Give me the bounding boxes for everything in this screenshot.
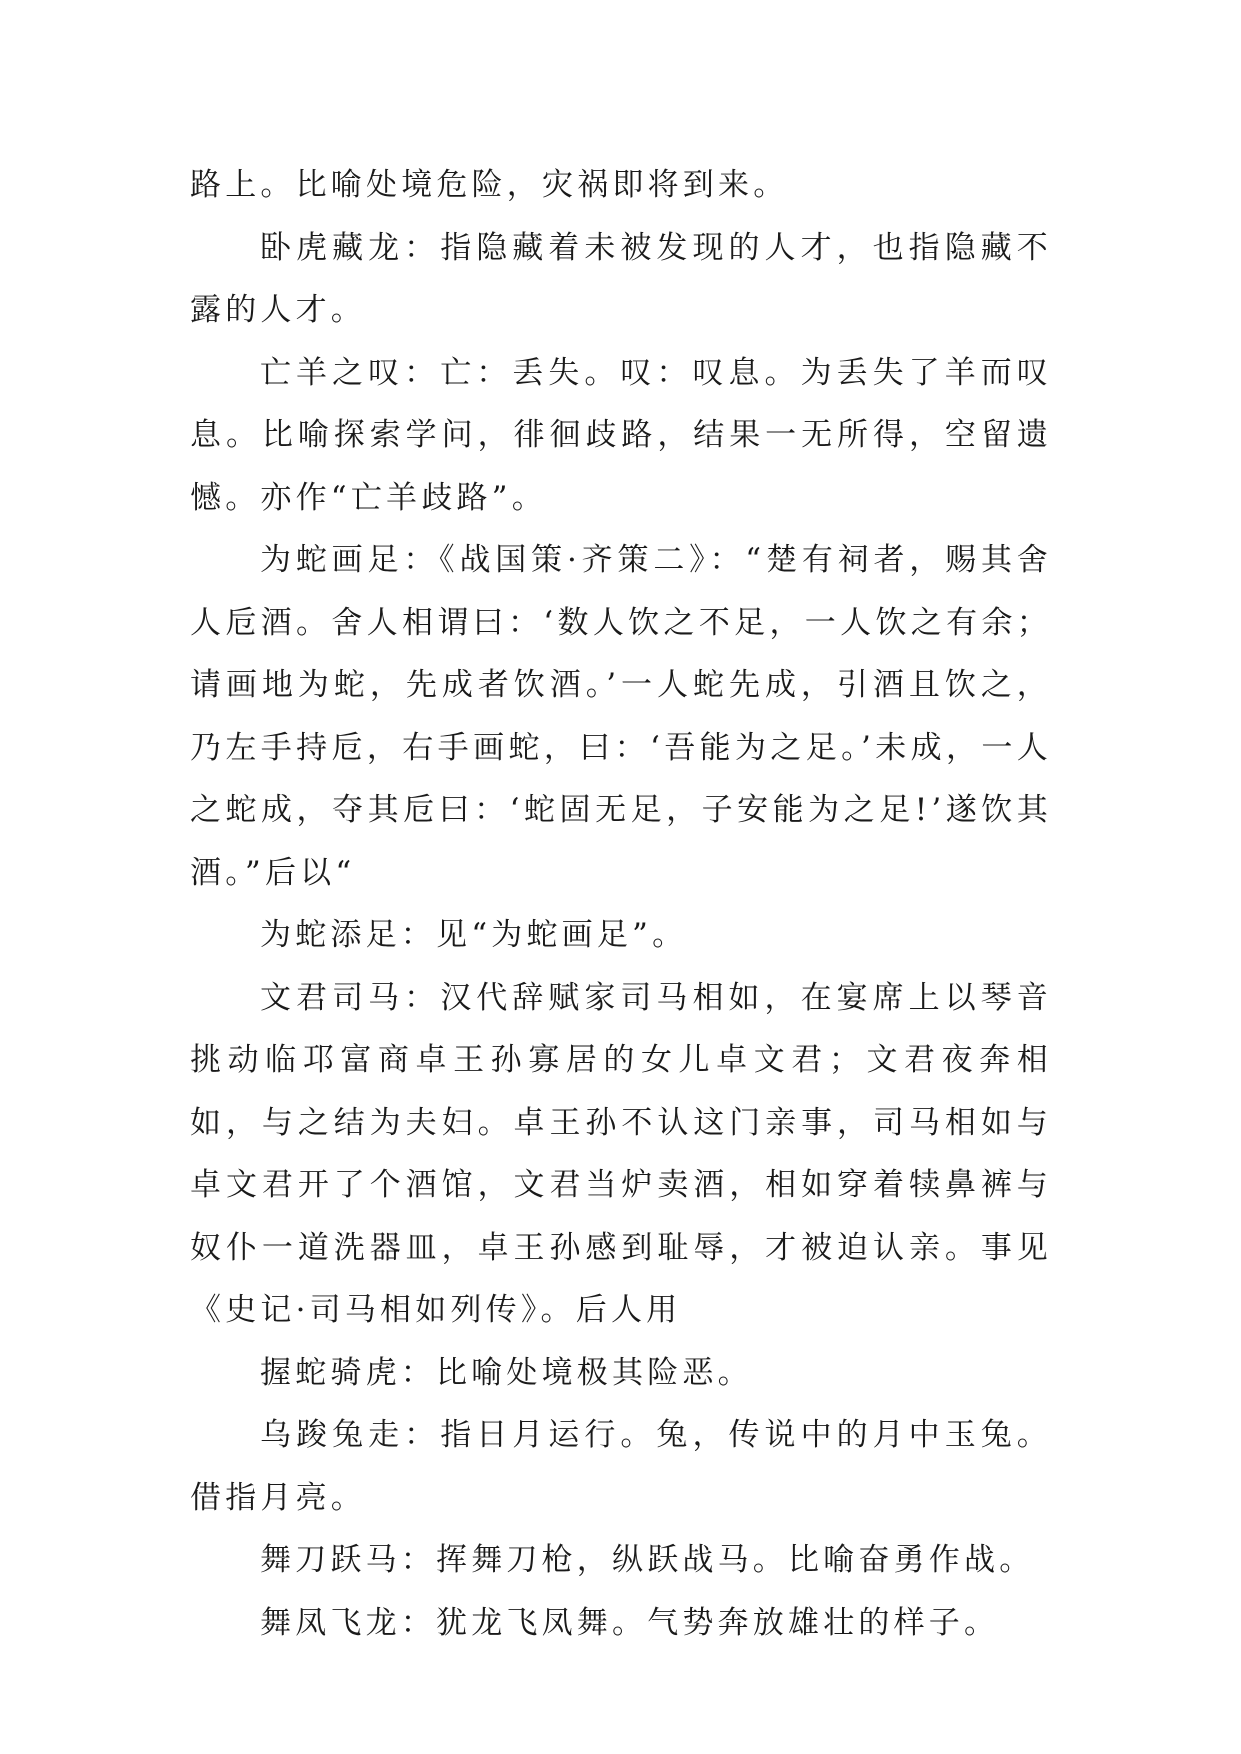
paragraph-wucuntuzou: 乌踆兔走：指日月运行。兔，传说中的月中玉兔。借指月亮。 <box>190 1417 1052 1516</box>
paragraph-weshetianzu: 为蛇添足：见“为蛇画足”。 <box>260 917 688 953</box>
paragraph-wohucanglong: 卧虎藏龙：指隐藏着未被发现的人才，也指隐藏不露的人才。 <box>190 229 1052 328</box>
paragraph-wudaoyuema: 舞刀跃马：挥舞刀枪，纵跃战马。比喻奋勇作战。 <box>260 1542 1035 1578</box>
paragraph-woshequhu: 握蛇骑虎：比喻处境极其险恶。 <box>260 1354 753 1391</box>
body-text <box>190 154 1052 1654</box>
paragraph-wenjunsima: 文君司马：汉代辞赋家司马相如，在宴席上以琴音挑动临邛富商卓王孙寡居的女儿卓文君；文君夜奔相如，与之结为夫妇。卓王孙不认这门亲事，司马相如与卓文君开了个酒馆，文君当炉卖酒，相如穿着犊鼻裤与奴仆一道洗器皿，卓王孙感到耻辱，才被迫认亲。事见《史记·司马相如列传》。后人用 <box>190 979 1052 1328</box>
paragraph-continuation: 路上。比喻处境危险，灾祸即将到来。 <box>190 167 789 203</box>
paragraph-wangyangzhitan: 亡羊之叹：亡：丢失。叹：叹息。为丢失了羊而叹息。比喻探索学问，徘徊歧路，结果一无所得，空留遗憾。亦作“亡羊歧路”。 <box>190 354 1052 516</box>
paragraph-weishehuazu: 为蛇画足：《战国策·齐策二》：“楚有祠者，赐其舍人卮酒。舍人相谓曰：‘数人饮之不足，一人饮之有余；请画地为蛇，先成者饮酒。’一人蛇先成，引酒且饮之，乃左手持卮，右手画蛇，曰：‘吾能为之足。’未成，一人之蛇成，夺其卮曰：‘蛇固无足，子安能为之足!’遂饮其酒。”后以“ <box>190 542 1052 891</box>
paragraph-wufengfeilong: 舞凤飞龙：犹龙飞凤舞。气势奔放雄壮的样子。 <box>260 1604 1000 1641</box>
